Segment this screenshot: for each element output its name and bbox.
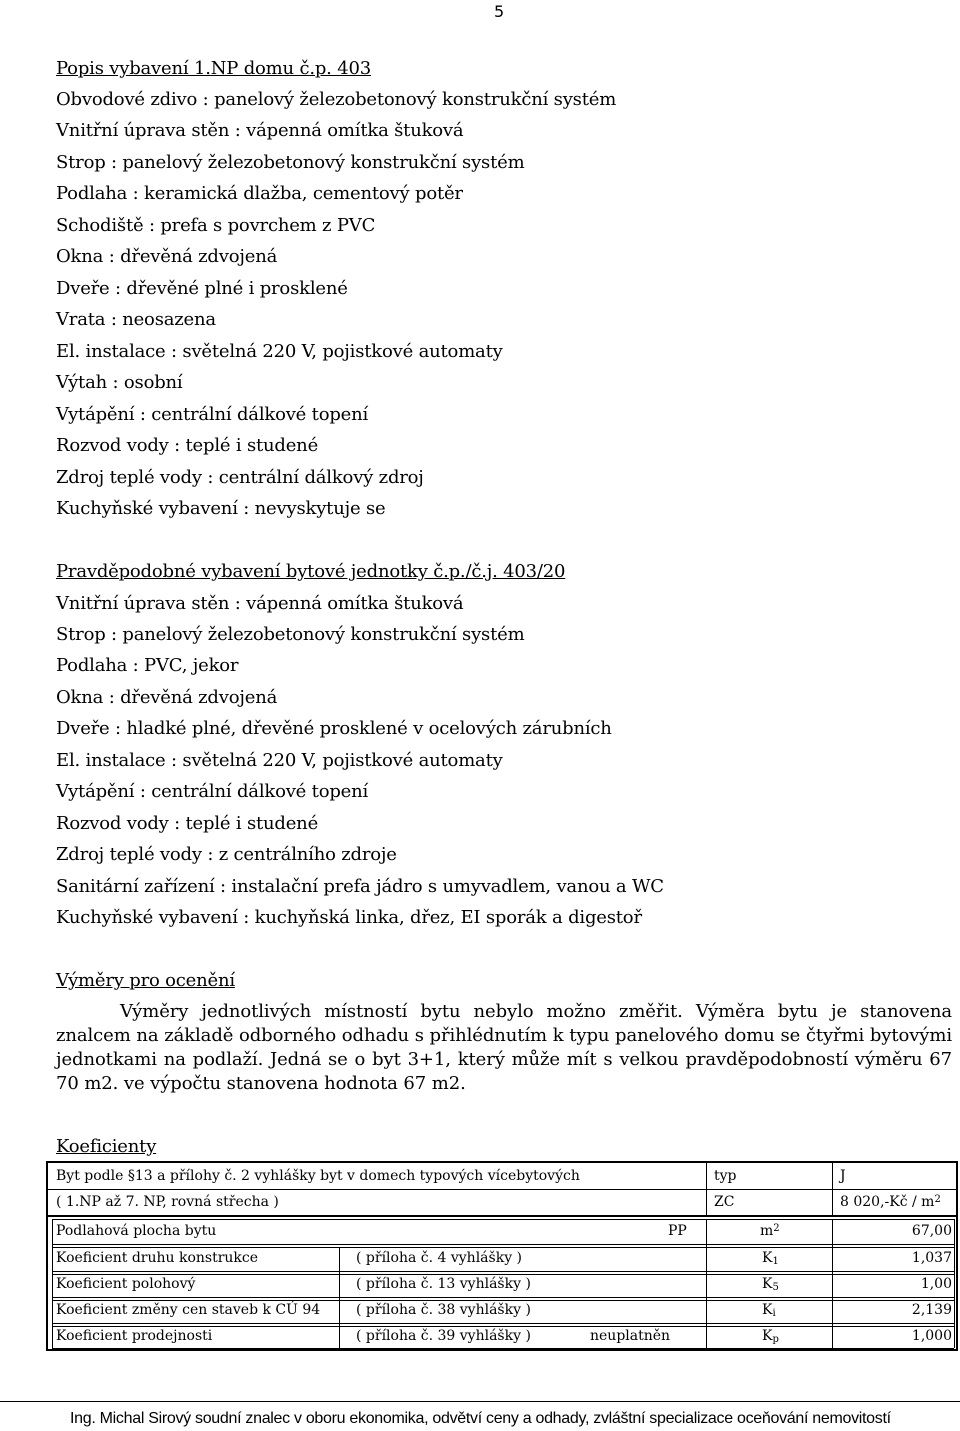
coef-row-symbol: $K_1$ [762,1250,779,1267]
coef-row-ref: ( příloha č. 39 vyhlášky ) [356,1328,531,1344]
section1-line: Vrata : neosazena [56,309,216,330]
coef-row-label: Koeficient polohový [56,1276,196,1292]
coef-row-symbol: $K_p$ [762,1328,779,1345]
section1-title: Popis vybavení 1.NP domu č.p. 403 [56,58,371,79]
table-rule [52,1244,954,1245]
table-rule [52,1219,53,1348]
table-rule [706,1163,707,1215]
section1-line: Podlaha : keramická dlažba, cementový potěr [56,183,463,204]
section1-line: Strop : panelový železobetonový konstrukční systém [56,152,525,173]
table-rule [339,1247,340,1348]
section2-title: Pravděpodobné vybavení bytové jednotky č.p./č.j. 403/20 [56,561,566,582]
section3-paragraph-text: Výměry jednotlivých místností bytu nebylo možno změřit. Výměra bytu je stanovena znalcem na základě odborného odhadu s přihlédnutím k typu panelového domu se čtyřmi bytovými jednotkami na podlaží. Jedná se o byt 3+1, který může mít s velkou pravděpodobností výměru 67 70 m2. ve výpočtu stanovena hodnota 67 m2. [56,1001,952,1094]
section2-line: Kuchyňské vybavení : kuchyňská linka, dřez, EI sporák a digestoř [56,907,642,928]
table-rule [52,1323,954,1324]
coef-row-ref: ( příloha č. 38 vyhlášky ) [356,1302,531,1318]
section2-line: Dveře : hladké plné, dřevěné prosklené v ocelových zárubních [56,718,612,739]
section2-line: Podlaha : PVC, jekor [56,655,239,676]
page-number: 5 [494,2,505,21]
section2-line: El. instalace : světelná 220 V, pojistkové automaty [56,750,503,771]
area-label: Podlahová plocha bytu [56,1223,217,1239]
coef-row-symbol: $K_i$ [762,1302,776,1319]
section1-line: Dveře : dřevěné plné i prosklené [56,278,348,299]
table-rule [52,1326,954,1327]
section3-title: Výměry pro ocenění [56,970,235,991]
table-rule [52,1219,954,1220]
header-row1-type-label: typ [714,1168,737,1184]
table-rule [832,1219,833,1348]
section1-line: El. instalace : světelná 220 V, pojistkové automaty [56,341,503,362]
section1-line: Rozvod vody : teplé i studené [56,435,319,456]
footer-text: Ing. Michal Sirový soudní znalec v oboru ekonomika, odvětví ceny a odhady, zvláštní specializace oceňování nemovitostí [70,1410,891,1427]
coef-row-ref: ( příloha č. 4 vyhlášky ) [356,1250,523,1266]
footer-divider [0,1401,960,1402]
section1-line: Vytápění : centrální dálkové topení [56,404,369,425]
table-rule [706,1219,707,1348]
coef-row-value: 2,139 [911,1302,952,1318]
table-rule [52,1247,954,1248]
header-row1-label: Byt podle §13 a přílohy č. 2 vyhlášky byt v domech typových vícebytových [56,1168,580,1184]
section2-line: Rozvod vody : teplé i studené [56,813,319,834]
section2-line: Vytápění : centrální dálkové topení [56,781,369,802]
section2-line: Zdroj teplé vody : z centrálního zdroje [56,844,397,865]
coef-row-value: 1,037 [911,1250,952,1266]
coef-row-note: neuplatněn [590,1328,671,1344]
header-row2-value: 8 020,-Kč / $m^2$ [840,1194,941,1210]
coef-row-value: 1,000 [911,1328,952,1344]
section2-line: Strop : panelový železobetonový konstrukční systém [56,624,525,645]
coef-row-label: Koeficient změny cen staveb k CÚ 94 [56,1302,321,1318]
coef-row-value: 1,00 [920,1276,952,1292]
coef-row-ref: ( příloha č. 13 vyhlášky ) [356,1276,531,1292]
table-rule [832,1163,833,1215]
table-rule [954,1219,955,1348]
table-rule [52,1348,954,1349]
section4-title: Koeficienty [56,1136,157,1157]
area-code: PP [668,1223,687,1239]
table-rule [52,1300,954,1301]
area-unit: $m^2$ [760,1223,780,1239]
section1-line: Výtah : osobní [56,372,183,393]
section2-line: Sanitární zařízení : instalační prefa jádro s umyvadlem, vanou a WC [56,876,664,897]
table-rule [48,1189,956,1190]
section1-line: Zdroj teplé vody : centrální dálkový zdroj [56,467,424,488]
table-rule [52,1271,954,1272]
section1-line: Obvodové zdivo : panelový železobetonový konstrukční systém [56,89,617,110]
coef-row-symbol: $K_5$ [762,1276,779,1293]
header-row2-label: ( 1.NP až 7. NP, rovná střecha ) [56,1194,279,1210]
table-rule [52,1297,954,1298]
table-rule [52,1274,954,1275]
header-row1-type-value: J [840,1168,846,1184]
section1-line: Kuchyňské vybavení : nevyskytuje se [56,498,386,519]
section2-line: Okna : dřevěná zdvojená [56,687,278,708]
section2-line: Vnitřní úprava stěn : vápenná omítka štuková [56,593,464,614]
coef-row-label: Koeficient druhu konstrukce [56,1250,259,1266]
section3-paragraph [56,1000,952,1096]
section1-line: Schodiště : prefa s povrchem z PVC [56,215,376,236]
section1-line: Okna : dřevěná zdvojená [56,246,278,267]
table-rule [48,1215,956,1217]
header-row2-type-label: ZC [714,1194,735,1210]
area-value: 67,00 [911,1223,952,1239]
section1-line: Vnitřní úprava stěn : vápenná omítka štuková [56,120,464,141]
coef-row-label: Koeficient prodejnosti [56,1328,213,1344]
